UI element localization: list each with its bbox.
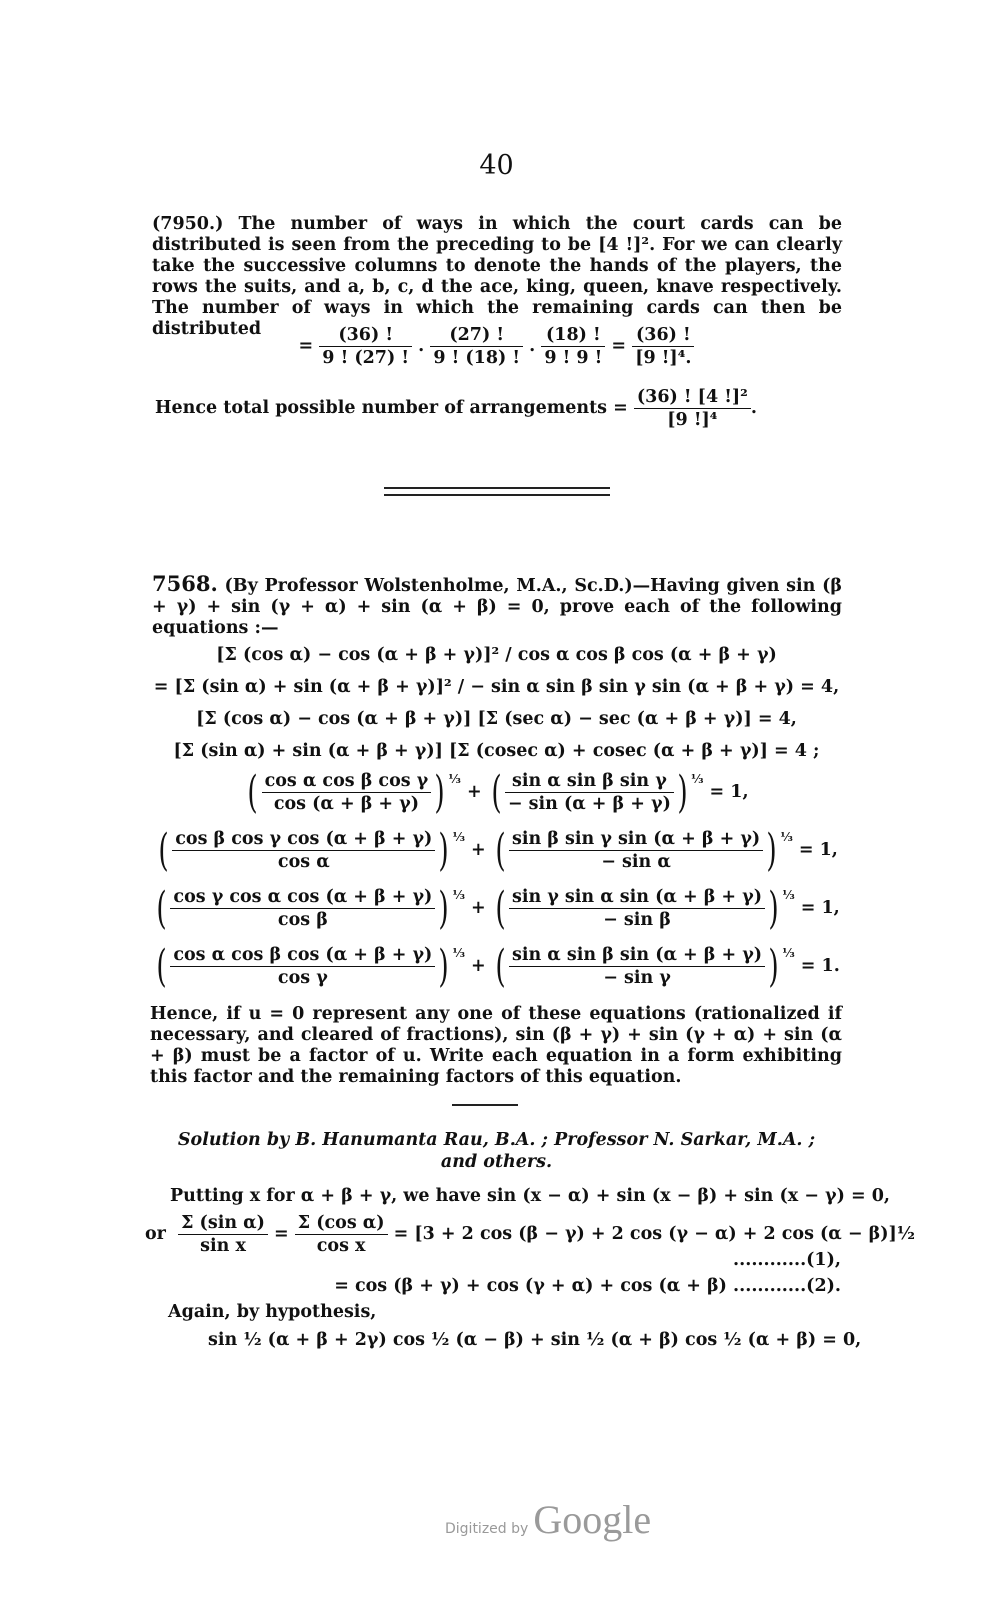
solution-line-1: Putting x for α + β + γ, we have sin (x − α) + sin (x − β) + sin (x − γ) = 0, [170,1186,890,1206]
equals-sign: = [298,336,314,356]
numerator: cos β cos γ cos (α + β + γ) [172,828,435,851]
exponent: ⅓ [691,772,704,786]
fraction [319,324,412,369]
exponent: ⅓ [782,946,795,960]
fraction [509,944,765,989]
equation-total-arrangements [155,386,855,431]
paragraph-7950: (7950.) The number of ways in which the court cards can be distributed is seen from the preceding to be [4 !]². For we can clearly take the successive columns to denote the hands of the players, the rows the suits, and a, b, c, d the ace, king, queen, knave respectively. The number of ways in which the remaining cards can then be distributed [152,214,842,339]
fraction [170,944,435,989]
solution-byline: Solution by B. Hanumanta Rau, B.A. ; Professor N. Sarkar, M.A. ; [177,1130,816,1150]
denominator: 9 ! (18) ! [433,348,521,368]
plus-sign: + [471,898,486,918]
denominator: cos x [316,1236,366,1256]
equation-rhs: = [3 + 2 cos (β − γ) + 2 cos (γ − α) + 2 cos (α − β)]½ [393,1224,916,1244]
denominator: cos β [277,910,328,930]
equation-label-1: ............(1), [733,1250,841,1270]
problem-statement [152,573,842,639]
fraction [170,886,435,931]
denominator: cos (α + β + γ) [273,794,419,814]
fraction [172,828,435,873]
dot: . [529,336,536,356]
denominator: [9 !]⁴ [667,410,718,430]
denominator: − sin (α + β + γ) [507,794,671,814]
plus-sign: + [471,840,486,860]
solution-line-3: = cos (β + γ) + cos (γ + α) + cos (α + β) ............(2). [334,1276,841,1296]
numerator: sin γ sin α sin (α + β + γ) [509,886,765,909]
fraction [430,324,523,369]
fraction [505,770,674,815]
fraction [541,324,605,369]
denominator: sin x [200,1236,246,1256]
plus-sign: + [466,782,482,802]
equation-g: ( $\frac{\text{cos γ cos α cos (α + β + γ)}}{\text{cos β}}$ ) $^{\frac{1}{3}}$ + ( $\frac{\text{sin γ sin α sin (α + β + γ)}}{\text{− sin β}}$ ) $^{\frac{1}{3}}$ = 1, [156,882,840,934]
equation-h: ( $\frac{\text{cos α cos β cos (α + β + γ)}}{\text{cos γ}}$ ) $^{\frac{1}{3}}$ + ( $\frac{\text{sin α sin β sin (α + β + γ)}}{\text{− sin γ}}$ ) $^{\frac{1}{3}}$ = 1. [156,940,840,992]
problem-intro: (By Professor Wolstenholme, M.A., Sc.D.)—Having given sin (β + γ) + sin (γ + α) + sin (α + β) = 0, prove each of the following equations :— [152,576,843,638]
solution-divider [452,1104,518,1106]
exponent: ⅓ [448,772,461,786]
denominator: 9 ! 9 ! [544,348,603,368]
solution-line-4: sin ½ (α + β + 2γ) cos ½ (α − β) + sin ½ (α + β) cos ½ (α + β) = 0, [208,1330,862,1350]
problem-closing [150,1004,842,1088]
equation-b: = [Σ (sin α) + sin (α + β + γ)]² / − sin α sin β sin γ sin (α + β + γ) = 4, [153,677,840,697]
numerator: cos α cos β cos γ [262,770,432,793]
equation-a: [Σ (cos α) − cos (α + β + γ)]² / cos α cos β cos (α + β + γ) [216,645,777,665]
numerator: (36) ! [632,324,694,347]
fraction [509,828,763,873]
numerator: (18) ! [541,324,605,347]
exponent: ⅓ [782,888,795,902]
numerator: cos α cos β cos (α + β + γ) [170,944,435,967]
solution-again: Again, by hypothesis, [168,1302,377,1322]
google-logo: Google [533,1497,652,1542]
equation-rhs: = 1, [800,898,840,918]
exponent: ⅓ [452,888,465,902]
equation-f: ( $\frac{\text{cos β cos γ cos (α + β + γ)}}{\text{cos α}}$ ) $^{\frac{1}{3}}$ + ( $\frac{\text{sin β sin γ sin (α + β + γ)}}{\text{− sin α}}$ ) $^{\frac{1}{3}}$ = 1, [158,824,838,876]
equation-e: ( $\frac{\text{cos α cos β cos γ}}{\cos (\alpha + \beta + \gamma)}$ ) $^{\frac{1}{3}}$ + ( $\frac{\text{sin α sin β sin γ}}{- \sin (\alpha + \beta + \gamma)}$ ) $^{\frac{1}{3}}$ = 1, [247,766,749,818]
fraction [178,1212,268,1257]
numerator: (36) ! [319,324,412,347]
exponent: ⅓ [452,830,465,844]
equals-sign: = [274,1224,289,1244]
exponent: ⅓ [452,946,465,960]
problem-number: 7568. [152,571,218,596]
numerator: sin α sin β sin (α + β + γ) [509,944,765,967]
numerator: sin α sin β sin γ [505,770,674,793]
numerator: sin β sin γ sin (α + β + γ) [509,828,763,851]
numerator: Σ (cos α) [295,1212,388,1235]
closing-paragraph: Hence, if u = 0 represent any one of these equations (rationalized if necessary, and cleared of fractions), sin (β + γ) + sin (γ + α) + sin (α + β) must be a factor of u. Write each equation in a form exhibiting this factor and the remaining factors of this equation. [150,1004,842,1087]
equation-c: [Σ (cos α) − cos (α + β + γ)] [Σ (sec α) − sec (α + β + γ)] = 4, [196,709,797,729]
equation-distribution [0,324,993,369]
equation-rhs: = 1. [800,956,840,976]
denominator: − sin β [603,910,671,930]
equation-d: [Σ (sin α) + sin (α + β + γ)] [Σ (cosec α) + cosec (α + β + γ)] = 4 ; [173,741,820,761]
digitized-footer [445,1496,651,1543]
equation-rhs: = 1, [798,840,838,860]
section-7950 [152,214,842,340]
denominator: 9 ! (27) ! [322,348,410,368]
denominator: − sin α [601,852,671,872]
numerator: cos γ cos α cos (α + β + γ) [170,886,435,909]
equation-rhs: = 1, [709,782,749,802]
fraction [632,324,694,369]
numerator: (36) ! [4 !]² [634,386,751,409]
exponent: ⅓ [780,830,793,844]
equals-sign: = [611,336,627,356]
denominator: [9 !]⁴. [635,348,692,368]
or-word: or [145,1224,166,1244]
section-divider [384,487,610,496]
denominator: cos γ [277,968,328,988]
denominator: − sin γ [603,968,671,988]
period: . [750,398,757,418]
problem-7568 [152,573,842,639]
fraction [262,770,432,815]
denominator: cos α [277,852,330,872]
numerator: (27) ! [430,324,523,347]
equation-text: Hence total possible number of arrangements = [155,398,628,418]
page-number: 40 [479,150,514,181]
dot: . [418,336,425,356]
fraction [295,1212,388,1257]
fraction [634,386,751,431]
solution-byline-others: and others. [440,1152,553,1172]
digitized-label: Digitized by [445,1521,529,1537]
numerator: Σ (sin α) [178,1212,268,1235]
plus-sign: + [471,956,486,976]
fraction [509,886,765,931]
